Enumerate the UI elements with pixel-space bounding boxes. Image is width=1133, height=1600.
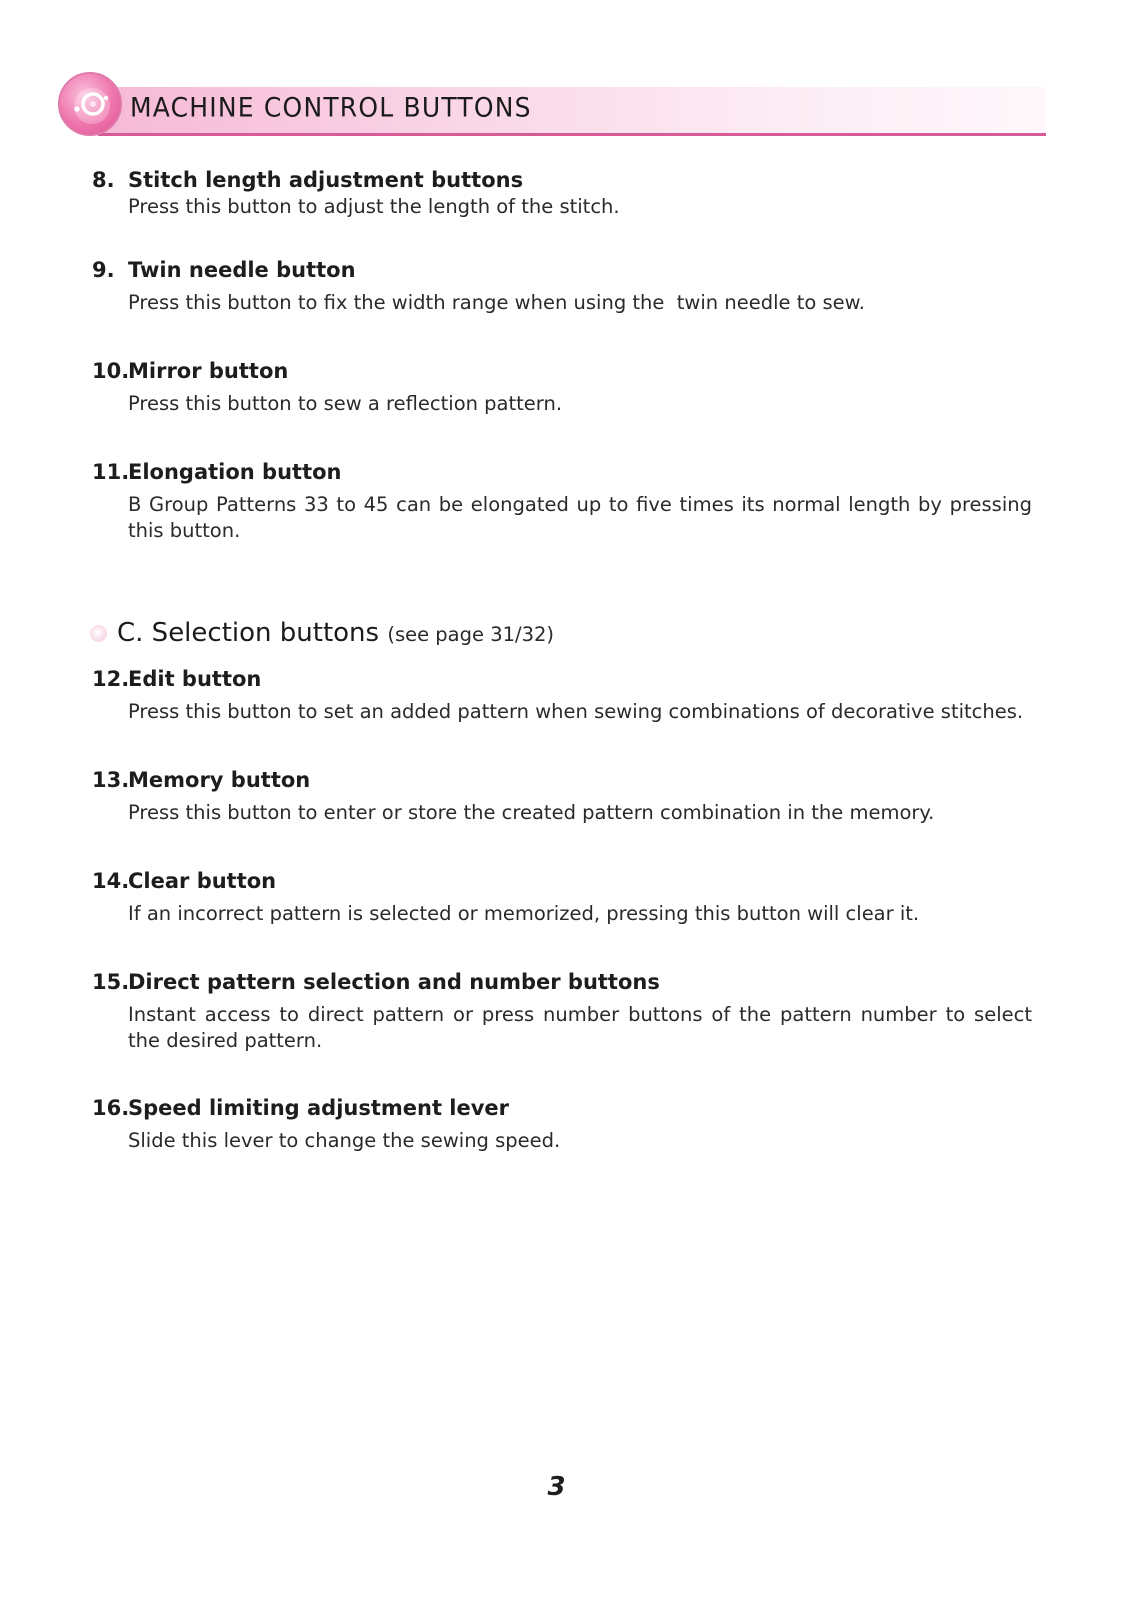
item-heading (92, 1094, 1032, 1122)
item-description: Press this button to set an added pattern when sewing combinations of decorative stitches. (128, 700, 1024, 723)
list-item-11 (92, 458, 1032, 544)
item-heading (92, 665, 1032, 693)
item-title: Mirror button (128, 359, 289, 383)
item-number: 9. (92, 258, 115, 282)
item-description: Press this button to fix the width range when using the twin needle to sew. (128, 291, 865, 314)
item-title: Twin needle button (128, 258, 356, 282)
item-number: 15. (92, 970, 130, 994)
list-item-15 (92, 968, 1032, 1054)
section-bullet-icon (90, 625, 107, 642)
list-item-12 (92, 665, 1032, 725)
header-title: MACHINE CONTROL BUTTONS (130, 91, 532, 124)
item-title: Stitch length adjustment buttons (128, 168, 524, 192)
item-title: Direct pattern selection and number buttons (128, 970, 660, 994)
item-heading (92, 867, 1032, 895)
item-heading (92, 766, 1032, 794)
item-title: Clear button (128, 869, 277, 893)
section-header (58, 72, 1046, 140)
item-heading (92, 166, 1032, 194)
item-heading (92, 256, 1032, 284)
section-page-reference: (see page 31/32) (387, 623, 555, 646)
item-description: Press this button to enter or store the created pattern combination in the memory. (128, 801, 935, 824)
list-item-16 (92, 1094, 1032, 1154)
item-title: Elongation button (128, 460, 342, 484)
item-number: 12. (92, 667, 130, 691)
sewing-machine-badge-icon (58, 72, 122, 136)
list-item-8 (92, 166, 1032, 220)
section-title: C. Selection buttons (117, 618, 380, 648)
list-item-9 (92, 256, 1032, 316)
item-description: Slide this lever to change the sewing speed. (128, 1129, 561, 1152)
item-description: Press this button to sew a reflection pattern. (128, 392, 563, 415)
item-number: 11. (92, 460, 130, 484)
list-item-14 (92, 867, 1032, 927)
item-description: If an incorrect pattern is selected or memorized, pressing this button will clear it. (128, 902, 920, 925)
item-number: 13. (92, 768, 130, 792)
list-item-13 (92, 766, 1032, 826)
item-heading (92, 357, 1032, 385)
list-item-10 (92, 357, 1032, 417)
item-heading (92, 968, 1032, 996)
item-number: 14. (92, 869, 130, 893)
item-number: 16. (92, 1096, 130, 1120)
item-title: Edit button (128, 667, 262, 691)
page-number: 3 (547, 1472, 566, 1502)
item-title: Memory button (128, 768, 311, 792)
item-title: Speed limiting adjustment lever (128, 1096, 510, 1120)
item-heading (92, 458, 1032, 486)
item-description: Instant access to direct pattern or press number buttons of the pattern number to select the desired pattern. (128, 1003, 1032, 1052)
item-description: Press this button to adjust the length of the stitch. (128, 195, 620, 218)
item-description: B Group Patterns 33 to 45 can be elongated up to five times its normal length by pressing this button. (128, 493, 1032, 542)
item-number: 10. (92, 359, 130, 383)
item-number: 8. (92, 168, 115, 192)
section-title-wrapper (117, 615, 554, 653)
